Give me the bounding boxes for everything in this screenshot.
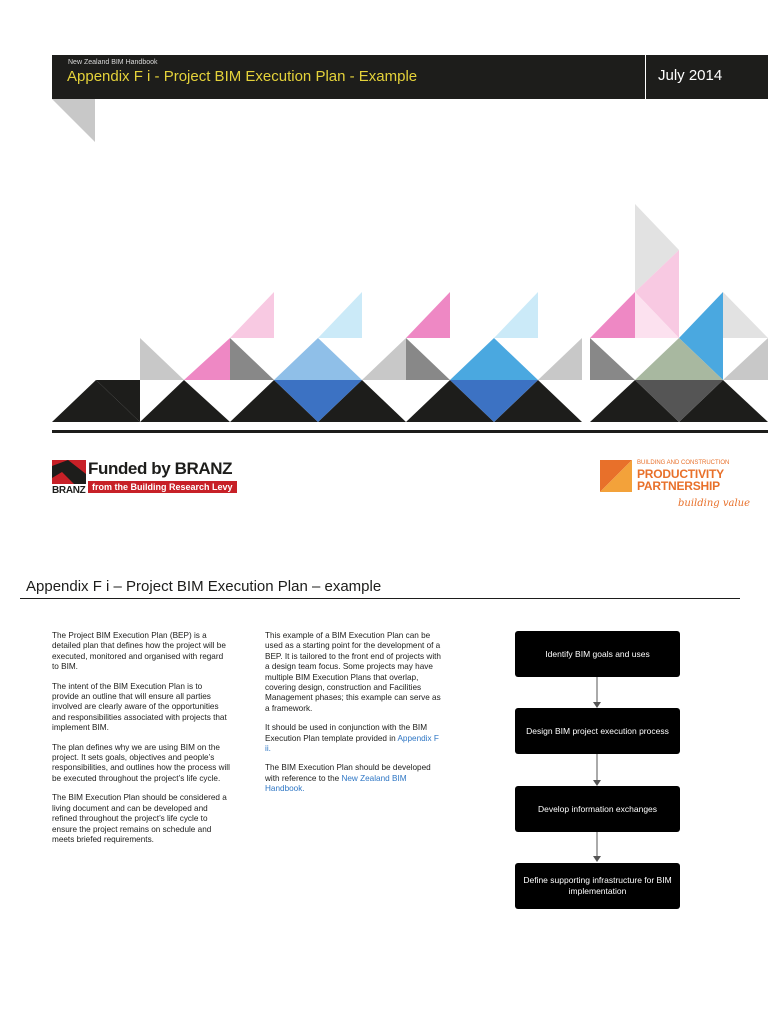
art-baseline-rule (52, 430, 768, 433)
header-bar (52, 55, 768, 99)
branz-logo (52, 460, 242, 498)
usage-paragraph (265, 723, 445, 754)
usage-column (265, 631, 445, 804)
flow-step-design-process: Design BIM project execution process (515, 708, 680, 754)
section-rule (20, 598, 740, 599)
section-title: Appendix F i – Project BIM Execution Plan – example (26, 578, 382, 595)
partnership-tagline: building value (678, 498, 751, 509)
partnership-mark-icon (600, 460, 632, 492)
publication-date: July 2014 (658, 67, 723, 84)
flow-step-information-exchanges: Develop information exchanges (515, 786, 680, 832)
page-title: Appendix F i - Project BIM Execution Plan - Example (67, 68, 418, 85)
intro-paragraph: The Project BIM Execution Plan (BEP) is a detailed plan that defines how the project will be executed, monitored and organised with regard to BIM. (52, 631, 226, 672)
intro-paragraph: The plan defines why we are using BIM on the project. It sets goals, objectives and people’s responsibilities, and outlines how the process will be executed throughout the project’s life cycle. (52, 742, 230, 783)
intro-paragraph: The intent of the BIM Execution Plan is to provide an outline that will ensure all parties involved are clearly aware of the opportunities and responsibilities associated with projects that implement BIM. (52, 681, 227, 733)
flow-step-supporting-infrastructure: Define supporting infrastructure for BIM implementation (515, 863, 680, 909)
handbook-label: New Zealand BIM Handbook (68, 59, 158, 66)
flowchart-connectors (590, 676, 604, 866)
corner-triangle-decoration (52, 99, 96, 143)
intro-column (52, 631, 230, 854)
partnership-line1: PRODUCTIVITY (637, 467, 724, 481)
appendix-f-ii-link[interactable]: Appendix F ii. (265, 733, 439, 754)
partnership-line2: PARTNERSHIP (637, 479, 720, 493)
levy-text: from the Building Research Levy (88, 481, 237, 493)
bim-handbook-link[interactable]: New Zealand BIM Handbook. (265, 773, 407, 794)
partnership-kicker: BUILDING AND CONSTRUCTION (637, 460, 730, 466)
funded-by-text: Funded by BRANZ (88, 459, 233, 478)
usage-paragraph (265, 763, 445, 794)
usage-text: The BIM Execution Plan should be developed with reference to the (265, 763, 431, 783)
usage-text: It should be used in conjunction with the BIM Execution Plan template provided in (265, 723, 428, 743)
intro-paragraph: The BIM Execution Plan should be considered a living document and can be developed and refined throughout the project’s life cycle to ensure the project remains on schedule and meets briefed requirements. (52, 793, 227, 844)
flow-step-identify-goals: Identify BIM goals and uses (515, 631, 680, 677)
header-divider (645, 55, 646, 99)
branz-mark-icon (52, 460, 86, 484)
triangle-pattern-art (52, 200, 768, 426)
branz-wordmark: BRANZ (52, 485, 86, 496)
productivity-partnership-logo (600, 458, 750, 514)
usage-paragraph: This example of a BIM Execution Plan can be used as a starting point for the development of a BEP. It is tailored to the front end of projects with a design team focus. Some projects may have multiple BIM Execution Plans that overlap, covering design, construction and Facilities Management phases; this example can serve as a framework. (265, 631, 441, 713)
